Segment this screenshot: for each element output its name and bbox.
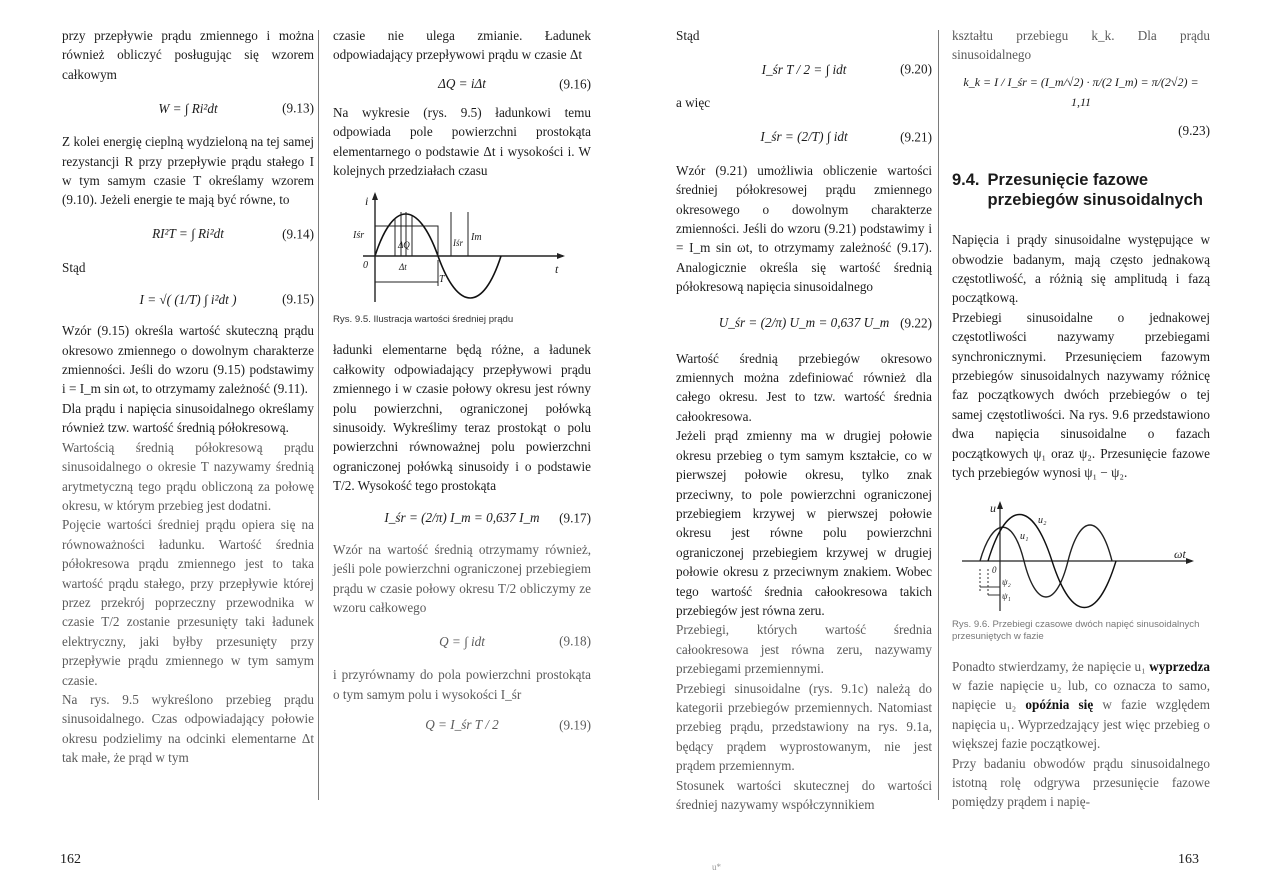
- paragraph-text: w fazie napięcie u₂ lub, co oznacza to samo, napięcie u₂: [952, 677, 1210, 713]
- paragraph: Na wykresie (rys. 9.5) ładunkowi temu odpowiada pole powierzchni prostokąta elementarnego o podstawie Δt i wysokości i. W kolejnych przedziałach czasu: [333, 104, 591, 179]
- gutter-mark: u*: [712, 862, 721, 872]
- equation-text: Q = ∫ idt: [439, 633, 485, 649]
- label-psi1: ψ₁: [1002, 590, 1011, 601]
- label-isr-left: Iśr: [353, 230, 365, 242]
- paragraph: przy przepływie prądu zmiennego i można również obliczyć posługując się wzorem całkowym: [62, 28, 314, 82]
- paragraph: Dla prądu i napięcia sinusoidalnego określamy również tzw. wartość średnią półokresową.: [62, 400, 314, 436]
- equation-9-16: [333, 69, 591, 99]
- equation-number: (9.15): [282, 291, 314, 307]
- label-dq: ΔQ: [398, 240, 410, 251]
- equation-number: (9.22): [900, 314, 932, 330]
- equation-number: (9.18): [559, 633, 591, 649]
- label-zero: 0: [363, 260, 368, 272]
- equation-9-22: [676, 301, 932, 345]
- paragraph: [952, 657, 1210, 754]
- section-heading: [952, 170, 1210, 210]
- equation-text: U_śr = (2/π) U_m = 0,637 U_m: [718, 314, 890, 330]
- equation-number: (9.20): [900, 61, 932, 77]
- equation-9-14: [62, 214, 314, 254]
- left-page-column-1: [62, 26, 314, 768]
- equation-9-20: [676, 49, 932, 89]
- section-title: Przesunięcie fazowe przebiegów sinusoidalnych: [987, 171, 1203, 210]
- equation-text: W = ∫ Ri²dt: [158, 100, 218, 116]
- equation-text: RI²T = ∫ Ri²dt: [152, 226, 224, 242]
- equation-text: I_śr = (2/T) ∫ idt: [760, 129, 848, 145]
- axis-label-u: u: [990, 500, 996, 515]
- label-zero: 0: [992, 564, 997, 575]
- paragraph: Wartością średnią półokresową prądu sinusoidalnego o okresie T nazywamy średnią arytmetyczną tego prądu obliczoną za połowę okresu, w którym przebieg jest dodatni.: [62, 439, 314, 513]
- equation-number: (9.23): [1178, 122, 1210, 138]
- paragraph: Wzór (9.21) umożliwia obliczenie wartości średniej półokresowej prądu zmiennego okresowego o dowolnym charakterze zmienności. Jeśli do wzoru (9.21) podstawimy i = I_m sin ωt, to otrzymamy zależność (9.17). Analogicznie określa się wartość średnią półokresową napięcia sinusoidalnego: [676, 162, 932, 295]
- figure-9-5-caption: Rys. 9.5. Ilustracja wartości średniej prądu: [333, 314, 514, 326]
- right-page-column-2: [952, 26, 1210, 812]
- paragraph-text: Ponadto stwierdzamy, że napięcie u₁: [952, 658, 1150, 674]
- right-column-separator: [938, 30, 939, 800]
- equation-number: (9.21): [900, 129, 932, 145]
- figure-9-6-caption: Rys. 9.6. Przebiegi czasowe dwóch napięć sinusoidalnych przesuniętych w fazie: [952, 618, 1200, 642]
- equation-number: (9.16): [559, 76, 591, 92]
- left-page-column-2: [333, 26, 591, 746]
- paragraph: ładunki elementarne będą różne, a ładunek całkowity odpowiadający przepływowi prądu zmiennego i w czasie połowy okresu jest równy polu powierzchni, ograniczonej połówką sinusoidy. Wykreślimy teraz prostokąt o polu powierzchni równoważnej polu powierzchni ograniczonej połówką sinusoidy i o podstawie T/2. Wysokość tego prostokąta: [333, 342, 591, 494]
- equation-number: (9.13): [282, 100, 314, 116]
- paragraph: Stąd: [62, 259, 86, 275]
- equation-text: I_śr T / 2 = ∫ idt: [761, 61, 847, 77]
- equation-9-18: [333, 621, 591, 661]
- equation-number: (9.19): [559, 717, 591, 733]
- label-psi2: ψ₂: [1002, 576, 1011, 587]
- label-u1: u₁: [1020, 530, 1029, 542]
- paragraph: i przyrównamy do pola powierzchni prostokąta o tym samym polu i wysokości I_śr: [333, 667, 591, 702]
- equation-9-15: [62, 281, 314, 317]
- paragraph: czasie nie ulega zmianie. Ładunek odpowiadający przepływowi prądu w czasie Δt: [333, 28, 591, 63]
- left-column-separator: [318, 30, 319, 800]
- equation-text: Q = I_śr T / 2: [425, 717, 499, 733]
- page-number-left: 162: [60, 852, 81, 867]
- bold-term: wyprzedza: [1149, 658, 1210, 674]
- figure-9-5: [333, 190, 591, 308]
- equation-9-23: [952, 69, 1210, 117]
- paragraph: Jeżeli prąd zmienny ma w drugiej połowie okresu przebieg o tym samym kształcie, co w pierwszej połowie okresu, tylko znak przeciwny, to pole powierzchni ograniczonej przebiegiem krzywej w pierwszej połowie okresu jest równe polu powierzchni ograniczonej przebiegiem krzywej w drugiej połowie okresu z przeciwnym znakiem. Wobec tego wartość średnia całookresowa takich przebiegów jest równa zeru.: [676, 428, 932, 618]
- equation-text: ΔQ = iΔt: [438, 76, 486, 92]
- paragraph: Przebiegi, których wartość średnia całookresowa jest równa zeru, nazywamy przebiegami przemiennymi.: [676, 622, 932, 677]
- paragraph: Wzór (9.15) określa wartość skuteczną prądu okresowo zmiennego o dowolnym charakterze zmienności. Jeśli do wzoru (9.15) podstawimy i = I_m sin ωt, to otrzymamy zależność (9.11).: [62, 323, 314, 397]
- paragraph: Stosunek wartości skutecznej do wartości średniej nazywamy współczynnikiem: [676, 777, 932, 812]
- paragraph: Stąd: [676, 28, 700, 43]
- paragraph: Pojęcie wartości średniej prądu opiera się na równoważności ładunku. Wartość średnia półokresowa prądu zmiennego jest to taka wartość prądu stałego, przy przepływie której przez przekrój poprzeczny przewodnika w czasie T/2 zostanie przesunięty taki ładunek elektryczny, jaki byłby przesunięty przy przepływie prądu zmiennego w tym samym czasie.: [62, 517, 314, 688]
- equation-number: (9.14): [282, 226, 314, 242]
- paragraph: Z kolei energię cieplną wydzieloną na tej samej rezystancji R przy przepływie prądu stałego I w tym samym czasie T określamy wzorem (9.10). Jeżeli energie te mają być równe, to: [62, 134, 314, 208]
- paragraph-text: w fazie względem napięcia u₁. Wyprzedzający jest więc przebieg o większej fazie początkowej.: [952, 697, 1210, 752]
- paragraph: Przy badaniu obwodów prądu sinusoidalnego istotną rolę odgrywa przesunięcie fazowe pomiędzy prądem i napię-: [952, 755, 1210, 810]
- equation-9-19: [333, 708, 591, 742]
- equation-9-23-number-row: [952, 121, 1210, 140]
- label-u2: u₂: [1038, 514, 1047, 526]
- axis-label-wt: ωt: [1174, 546, 1186, 561]
- equation-text: k_k = I / I_śr = (I_m/√2) · π/(2 I_m) = π/(2√2) = 1,11: [963, 75, 1199, 109]
- equation-9-17: [333, 500, 591, 536]
- section-number: 9.4.: [952, 171, 980, 190]
- paragraph: Napięcia i prądy sinusoidalne występujące w obwodzie badanym, mają często jednakową częstotliwość, a różnią się amplitudą i fazą początkową.: [952, 232, 1210, 306]
- paragraph: kształtu przebiegu k_k. Dla prądu sinusoidalnego: [952, 28, 1210, 63]
- axis-label-i: i: [365, 194, 369, 209]
- equation-text: I = √( (1/T) ∫ i²dt ): [139, 291, 237, 307]
- label-T: T: [439, 274, 445, 286]
- paragraph: Przebiegi sinusoidalne (rys. 9.1c) należą do kategorii przebiegów przemiennych. Natomiast przebieg prądu, przedstawiony na rys. 9.1a, będący prądem wyprostowanym, nie jest prądem przemiennym.: [676, 680, 932, 774]
- equation-text: I_śr = (2/π) I_m = 0,637 I_m: [384, 509, 540, 525]
- page-number-right: 163: [1178, 852, 1199, 867]
- equation-number: (9.17): [559, 509, 591, 525]
- paragraph: a więc: [676, 95, 711, 111]
- equation-9-13: [62, 88, 314, 128]
- paragraph: Na rys. 9.5 wykreślono przebieg prądu sinusoidalnego. Czas odpowiadający połowie okresu podzielimy na odcinki elementarne Δt tak małe, że prąd w tym: [62, 691, 314, 766]
- axis-label-t: t: [555, 262, 559, 277]
- figure-9-6: [952, 499, 1210, 615]
- bold-term: opóźnia się: [1025, 697, 1094, 713]
- paragraph: Wzór na wartość średnią otrzymamy również, jeśli pole powierzchni ograniczonej przebiegiem prądu w czasie połowy okresu T/2 obliczymy ze wzoru całkowego: [333, 541, 591, 615]
- label-dt: Δt: [399, 262, 407, 273]
- paragraph: Przebiegi sinusoidalne o jednakowej częstotliwości nazywamy przebiegami synchronicznymi. Przesunięciem fazowym przebiegów sinusoidalnych nazywamy różnicę faz początkowych dwóch przebiegów o tej samej częstotliwości. Na rys. 9.6 przedstawiono dwa napięcia sinusoidalne o fazach początkowych ψ₁ oraz ψ₂. Przesunięcie fazowe tych przebiegów wynosi ψ₁ − ψ₂.: [952, 309, 1210, 481]
- paragraph: Wartość średnią przebiegów okresowo zmiennych można zdefiniować również dla całego okresu. Jest to tzw. wartość średnia całookresowa.: [676, 350, 932, 424]
- equation-9-21: [676, 117, 932, 157]
- right-page-column-1: [676, 26, 932, 814]
- label-im: Im: [471, 232, 482, 244]
- label-isr-right: Iśr: [453, 238, 464, 249]
